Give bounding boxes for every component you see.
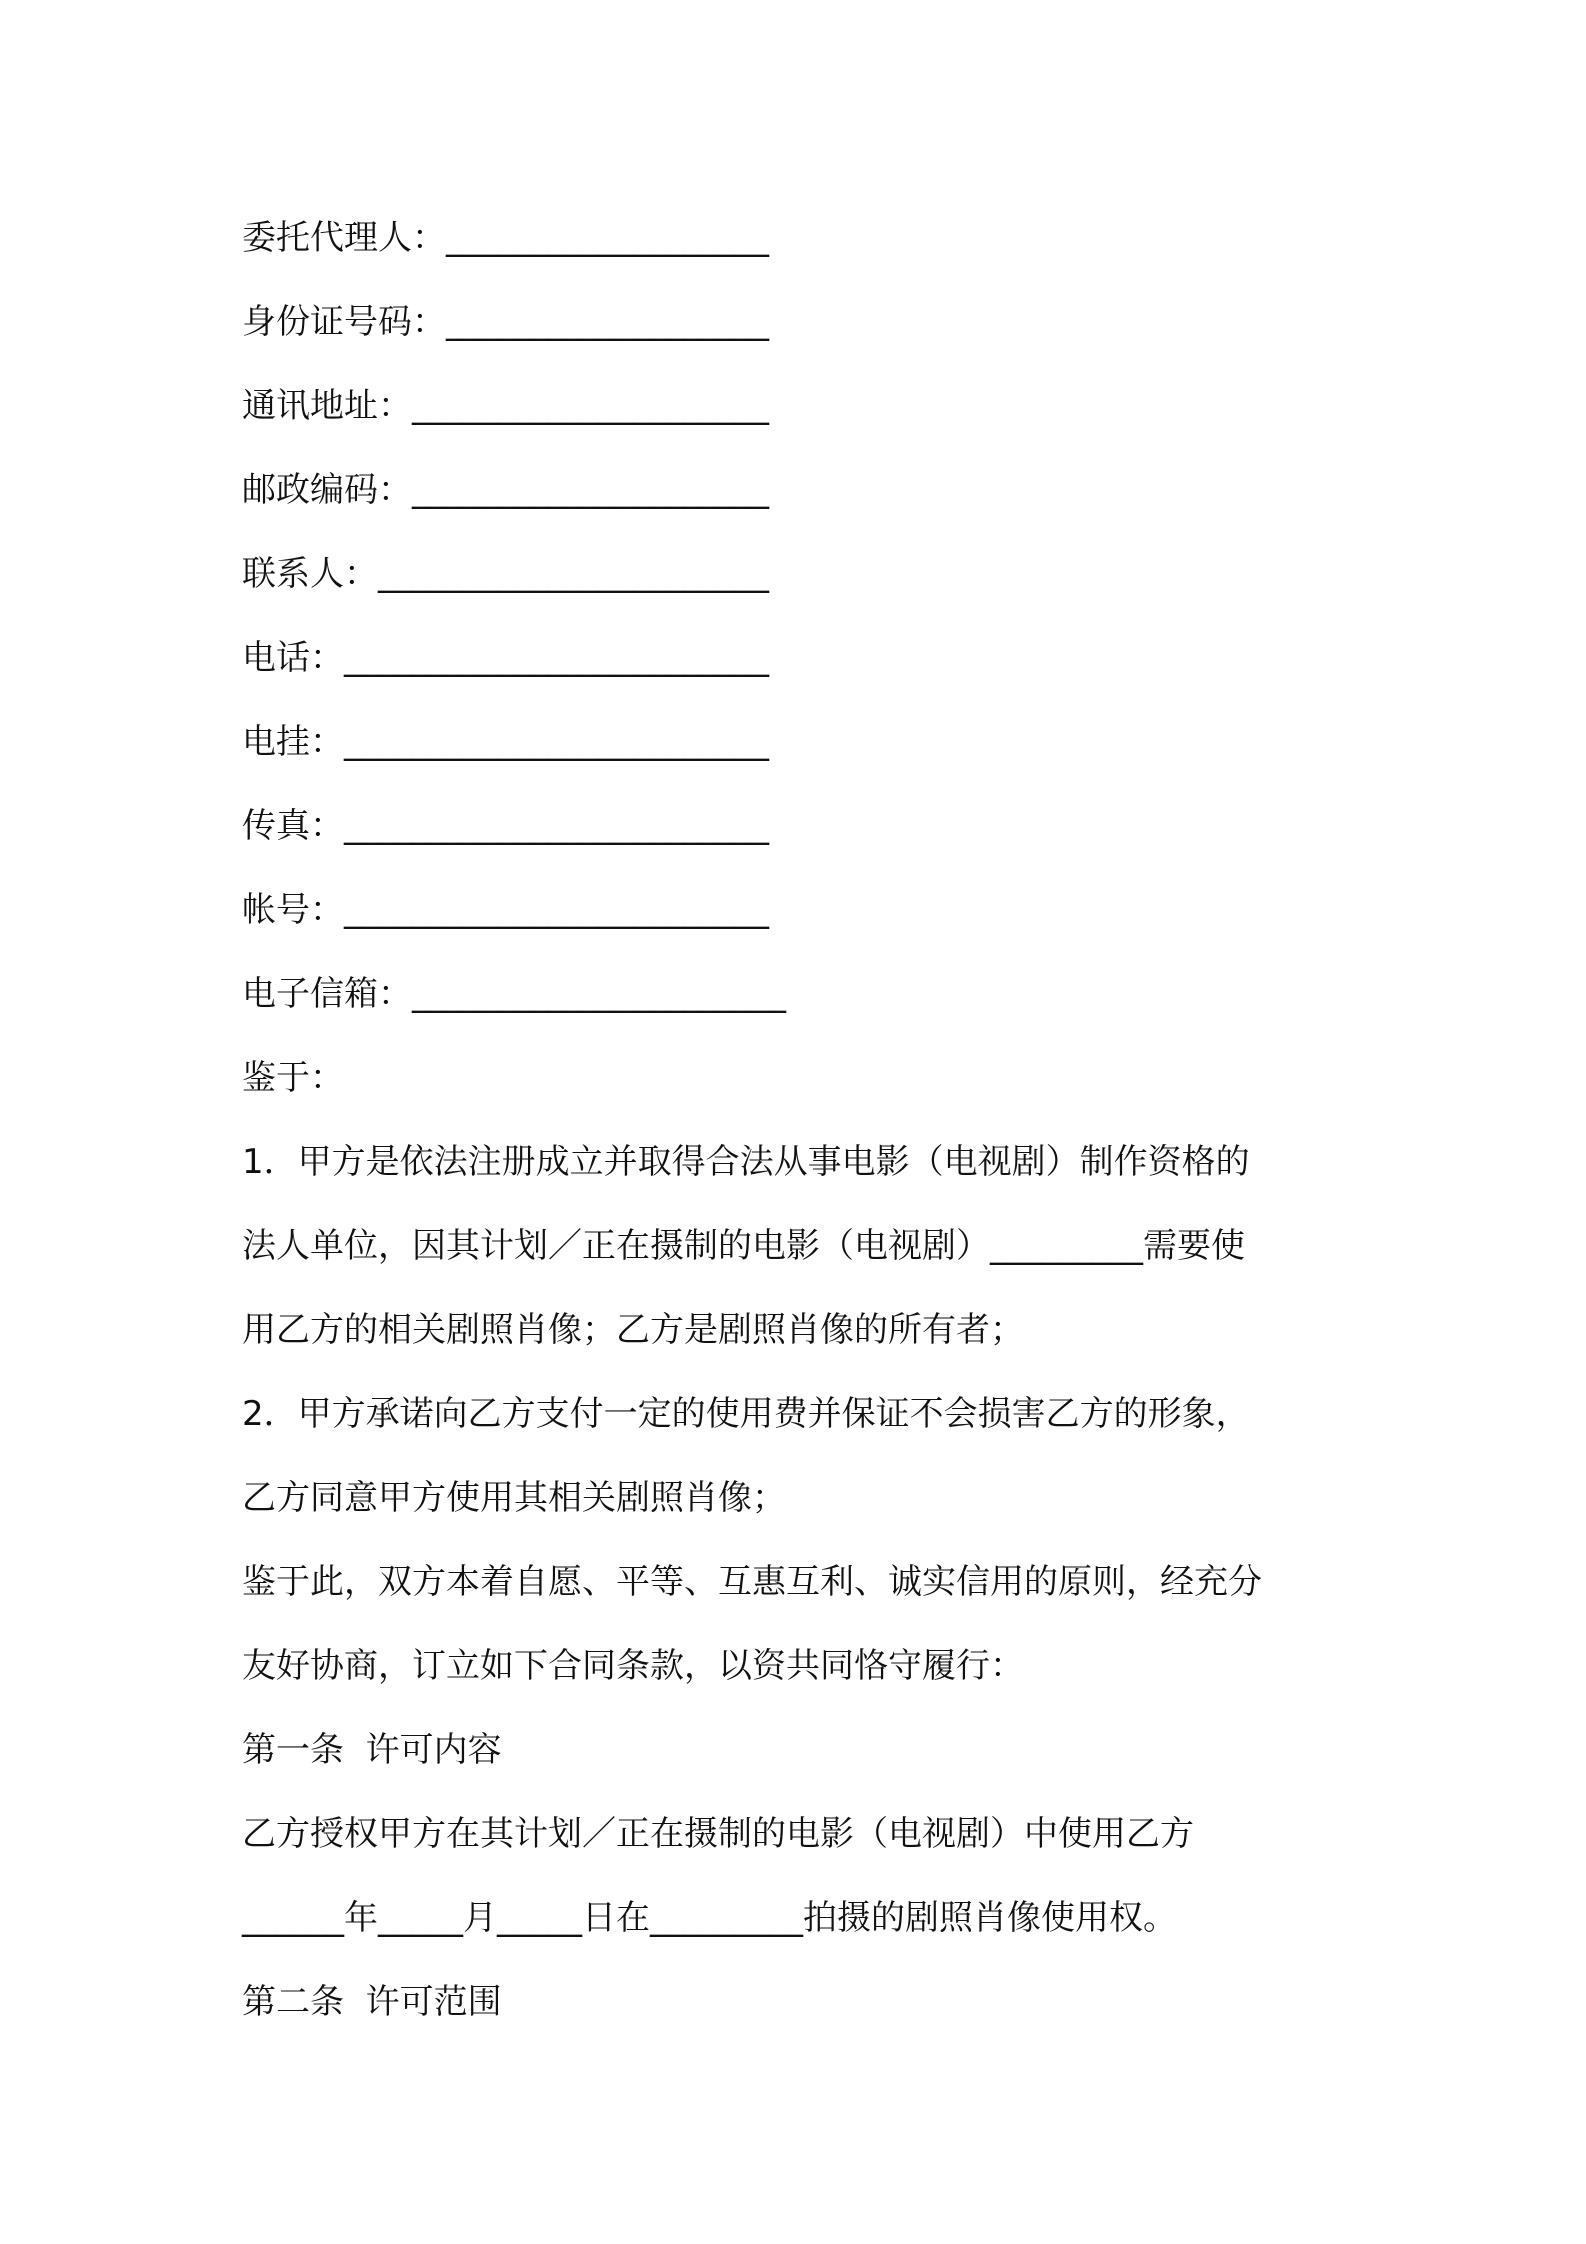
preamble-line-1: 鉴于此，双方本着自愿、平等、互惠互利、诚实信用的原则，经充分 [242, 1562, 1262, 1602]
whereas-item-1-line-2: 法人单位，因其计划／正在摄制的电影（电视剧）_________需要使 [242, 1226, 1245, 1266]
whereas-item-1-line-1: 1．甲方是依法注册成立并取得合法从事电影（电视剧）制作资格的 [242, 1142, 1250, 1182]
whereas-heading: 鉴于： [242, 1058, 344, 1098]
whereas-item-2-line-2: 乙方同意甲方使用其相关剧照肖像； [242, 1478, 786, 1518]
article-1-body-line-2: ______年_____月_____日在_________拍摄的剧照肖像使用权。 [242, 1898, 1177, 1938]
phone-field: 电话：_________________________ [242, 638, 769, 678]
agent-field: 委托代理人：___________________ [242, 218, 769, 258]
contract-page [242, 196, 1362, 2044]
fax-field: 传真：_________________________ [242, 806, 769, 846]
article-1-heading: 第一条 许可内容 [242, 1730, 502, 1770]
contact-person-field: 联系人：_______________________ [242, 554, 769, 594]
telegram-field: 电挂：_________________________ [242, 722, 769, 762]
address-field: 通讯地址：_____________________ [242, 386, 769, 426]
email-field: 电子信箱：______________________ [242, 974, 786, 1014]
whereas-item-1-line-3: 用乙方的相关剧照肖像；乙方是剧照肖像的所有者； [242, 1310, 1024, 1350]
postal-code-field: 邮政编码：_____________________ [242, 470, 769, 510]
article-2-heading: 第二条 许可范围 [242, 1982, 502, 2022]
preamble-line-2: 友好协商，订立如下合同条款，以资共同恪守履行： [242, 1646, 1024, 1686]
whereas-item-2-line-1: 2．甲方承诺向乙方支付一定的使用费并保证不会损害乙方的形象， [242, 1394, 1250, 1434]
account-field: 帐号：_________________________ [242, 890, 769, 930]
id-number-field: 身份证号码：___________________ [242, 302, 769, 342]
article-1-body-line-1: 乙方授权甲方在其计划／正在摄制的电影（电视剧）中使用乙方 [242, 1814, 1194, 1854]
